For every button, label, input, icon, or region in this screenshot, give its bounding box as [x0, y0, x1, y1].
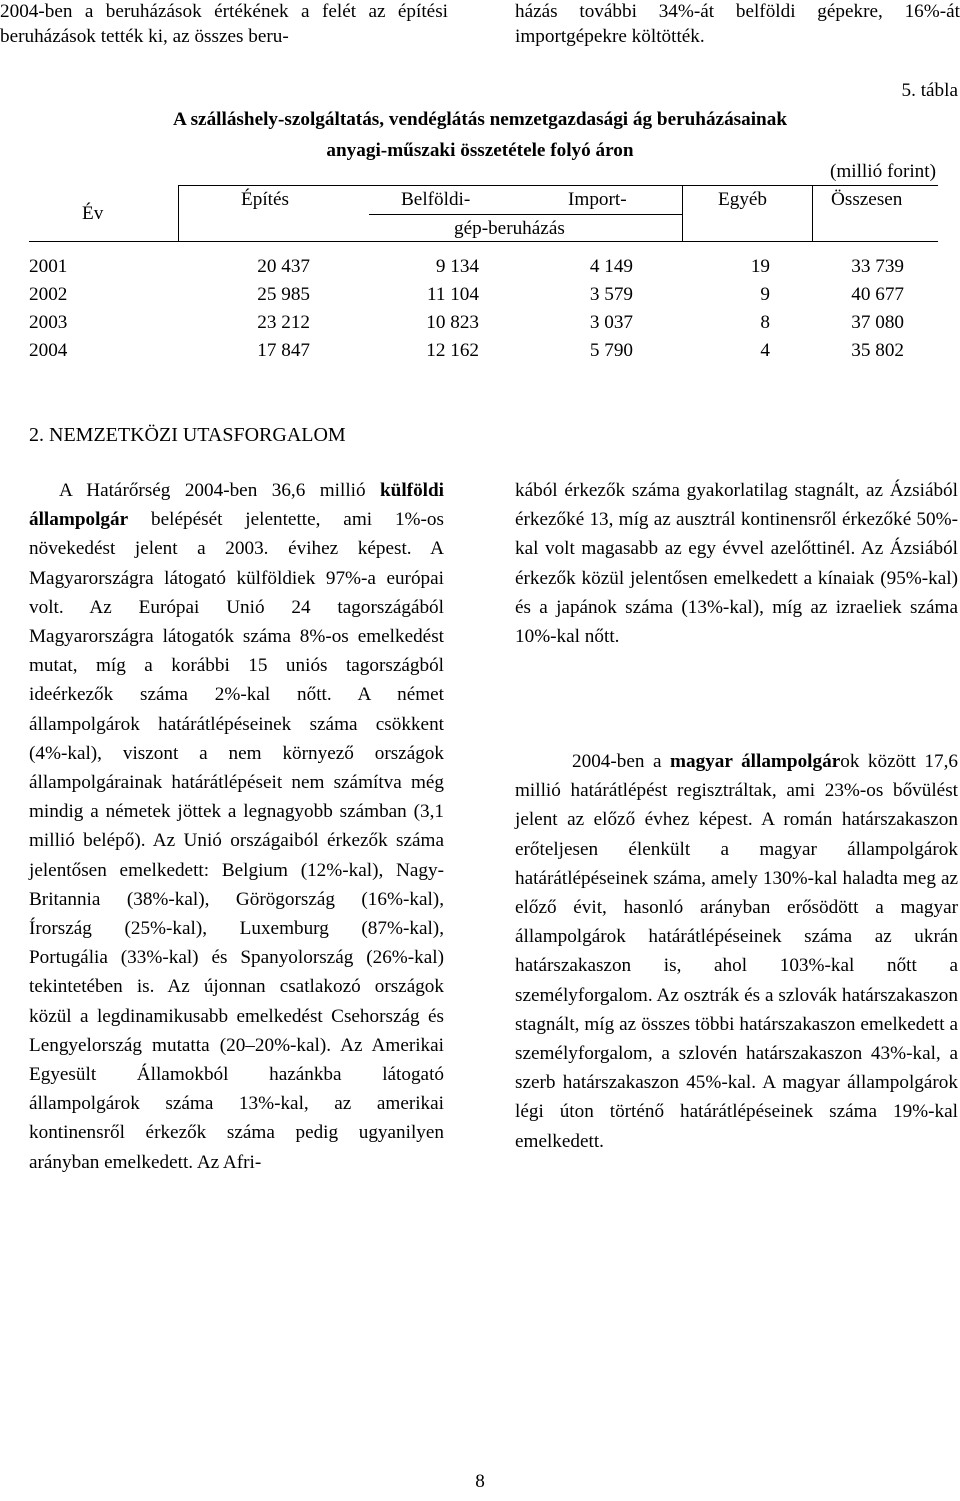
table-label: 5. tábla [901, 80, 958, 101]
cell-other: 9 [760, 284, 770, 305]
header-machine-investment: gép-beruházás [454, 218, 565, 239]
cell-import: 3 579 [589, 284, 633, 305]
table-title-line2: anyagi-műszaki összetétele folyó áron [326, 140, 634, 161]
header-top-rule [178, 185, 938, 186]
page-number: 8 [475, 1471, 485, 1492]
para-rest: belépését jelentette, ami 1%-os növekedést jelent a 2003. évihez képest. A Magyarországra látogató külföldiek 97%-a európai volt. Az Európai Unió 24 tagországából Magyarországra látogatók száma 8%-os emelkedést mutat, míg a korábbi 15 uniós tagországból ideérkezők száma 2%-kal nőtt. A német állampolgárok határátlépéseinek száma csökkent (4%-kal), viszont a nem környező országok állampolgárainak határátlépéseit nem számítva még mindig a németek jöttek a legnagyobb számban (3,1 millió belépő). Az Unió országaiból érkezők száma jelentősen emelkedett: Belgium (12%-kal), Nagy-Britannia (38%-kal), Görögország (16%-kal), Írország (25%-kal), Luxemburg (87%-kal), Portugália (33%-kal) és Spanyolország (26%-kal) tekintetében is. Az újonnan csatlakozó országok közül a legdinamikusabb emelkedést Csehország és Lengyelország mutatta (20–20%-kal). Az Amerikai Egyesült Államokból hazánkba látogató állampolgárok száma 13%-kal, az amerikai kontinensről érkezők száma pedig ugyanilyen arányban emelkedett. Az Afri- [29, 509, 444, 1173]
header-group-rule [369, 214, 682, 215]
cell-domestic: 11 104 [426, 284, 479, 305]
cell-construction: 25 985 [257, 284, 310, 305]
header-total: Összesen [831, 189, 903, 210]
cell-construction: 17 847 [257, 340, 310, 361]
cell-domestic: 9 134 [435, 256, 479, 277]
cell-import: 3 037 [589, 312, 633, 333]
cell-other: 4 [760, 340, 770, 361]
cell-year: 2004 [29, 340, 68, 361]
continuation-right-text: házás további 34%-át belföldi gépekre, 16%-át importgépekre költötték. [515, 1, 960, 47]
cell-other: 19 [750, 256, 770, 277]
para-intro: A Határőrség 2004-ben 36,6 millió [59, 480, 380, 501]
cell-year: 2001 [29, 256, 68, 277]
table-title-line1: A szálláshely-szolgáltatás, vendéglátás nemzetgazdasági ág beruházásainak [173, 109, 787, 130]
header-divider-1 [178, 185, 179, 241]
header-import: Import- [568, 189, 627, 210]
body-right-column-bottom [515, 747, 958, 1156]
body-paragraph [29, 476, 444, 1177]
body-right-column-top [515, 476, 958, 651]
cell-year: 2003 [29, 312, 68, 333]
cell-import: 4 149 [589, 256, 633, 277]
cell-domestic: 12 162 [426, 340, 479, 361]
cell-domestic: 10 823 [426, 312, 479, 333]
cell-construction: 20 437 [257, 256, 310, 277]
cell-other: 8 [760, 312, 770, 333]
cell-construction: 23 212 [257, 312, 310, 333]
header-domestic: Belföldi- [401, 189, 471, 210]
table-row [0, 283, 960, 311]
continuation-left [0, 0, 448, 50]
header-year: Év [82, 203, 104, 224]
body-paragraph: kából érkezők száma gyakorlatilag stagnált, az Ázsiából érkezőké 13, míg az ausztrál kontinensről érkezőké 50%-kal volt magasabb az egy évvel azelőttinél. Az Ázsiából érkezők közül jelentősen emelkedett a kínaiak (95%-kal) és a japánok száma (13%-kal), míg az izraeliek száma 10%-kal nőtt. [515, 480, 958, 648]
cell-total: 37 080 [851, 312, 904, 333]
cell-total: 35 802 [851, 340, 904, 361]
para-bold-term: magyar állampolgár [670, 751, 841, 772]
section-heading: 2. NEMZETKÖZI UTASFORGALOM [29, 424, 346, 446]
table-row [0, 339, 960, 367]
header-construction: Építés [241, 189, 289, 210]
table-unit: (millió forint) [829, 161, 936, 182]
cell-import: 5 790 [589, 340, 633, 361]
para-bold-term: külföldi állampolgár [29, 480, 444, 531]
para-rest: között 17,6 millió határátlépést regisztráltak, ami 23%-os bővülést jelent az előző évhez képest. A román határszakaszon erőteljesen élenkült a magyar állampolgárok határátlépéseinek száma, amely 130%-kal haladta meg az előző évit, hasonló arányban erősödött a magyar állampolgárok határátlépéseinek száma az ukrán határszakaszon is, ahol 103%-kal nőtt a személyforgalom. Az osztrák és a szlovák határszakaszon stagnált, míg az összes többi határszakaszon emelkedett a személyforgalom, a szlovén határszakaszon 43%-kal, a szerb határszakaszon 45%-kal. A magyar állampolgárok légi úton történő határátlépéseinek száma 19%-kal emelkedett. [515, 751, 958, 1152]
continuation-left-text: 2004-ben a beruházások értékének a felét az építési beruházások tették ki, az összes beru- [0, 1, 448, 47]
continuation-right [515, 0, 960, 50]
table-title [0, 104, 960, 166]
body-paragraph [515, 747, 958, 1156]
cell-year: 2002 [29, 284, 68, 305]
table-row [0, 255, 960, 283]
para-suffix: ok [840, 751, 860, 772]
cell-total: 33 739 [851, 256, 904, 277]
cell-total: 40 677 [851, 284, 904, 305]
header-other: Egyéb [718, 189, 768, 210]
para-intro: 2004-ben a [572, 751, 671, 772]
body-left-column [29, 476, 444, 1177]
header-divider-3 [812, 185, 813, 241]
table-row [0, 311, 960, 339]
header-divider-2 [682, 185, 683, 241]
